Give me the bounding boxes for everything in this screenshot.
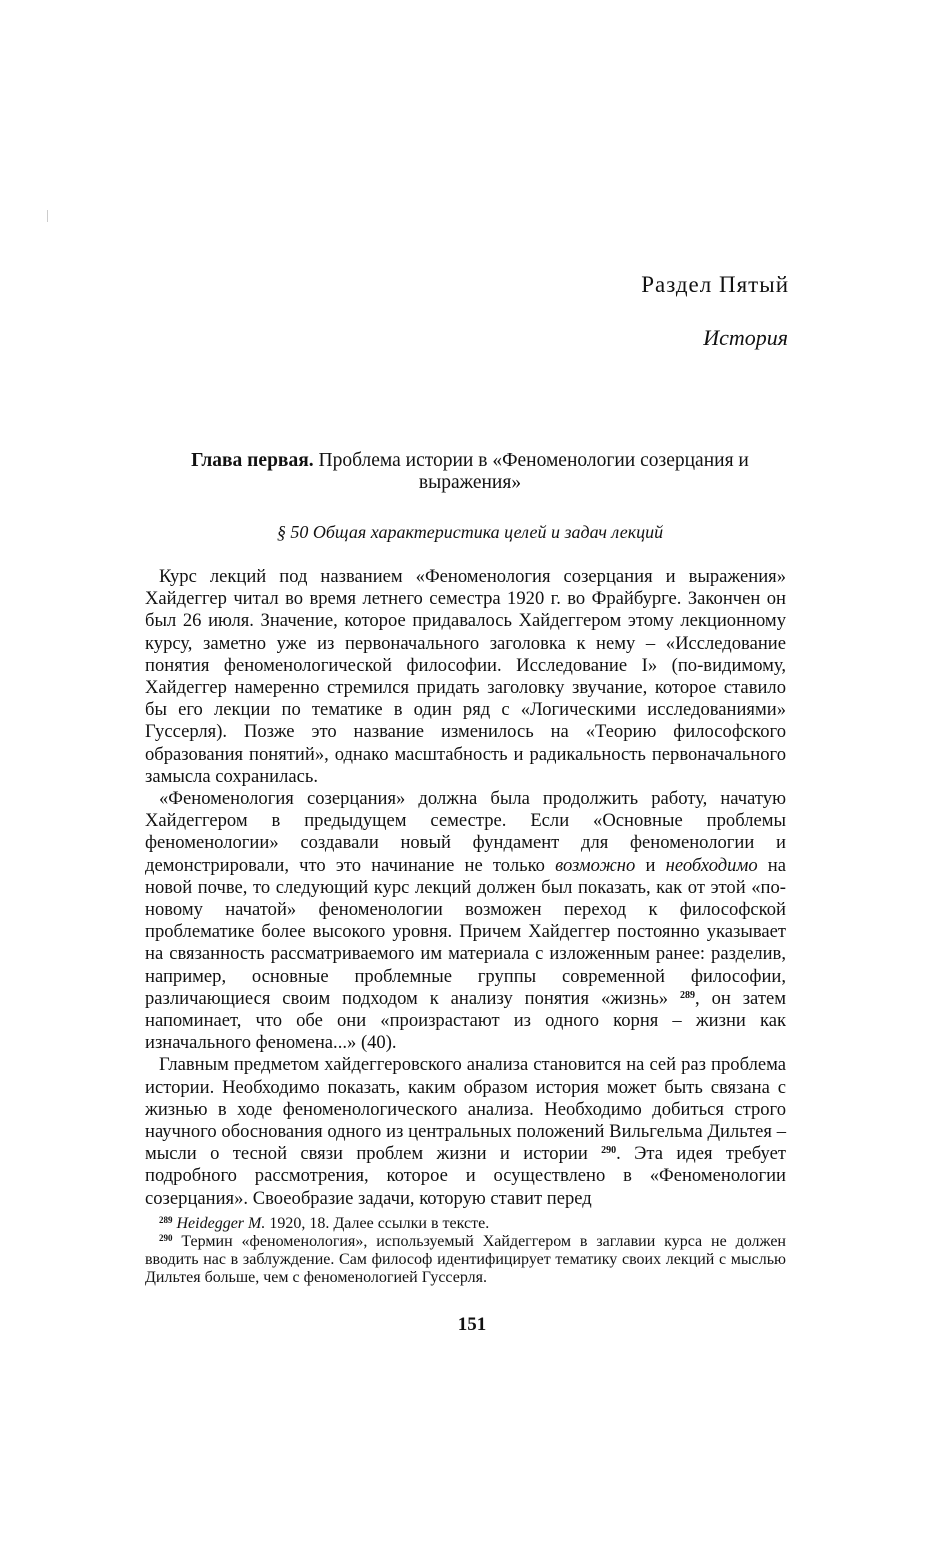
paragraph-heading: § 50 Общая характеристика целей и задач лекций (276, 522, 664, 542)
chapter-label: Глава первая. (191, 450, 314, 471)
text-run: , он затем напоминает, что обе они «произрастают из одного корня – жизни как изначального феномена...» (40). (145, 987, 786, 1054)
footnote-290 (145, 1233, 786, 1287)
main-text (145, 566, 786, 1210)
footnote-ref-290[interactable]: 290 (601, 1145, 617, 1157)
body-paragraph-2 (145, 788, 786, 1054)
italic-word: необходимо (665, 854, 758, 876)
body-paragraph-1: Курс лекций под названием «Феноменология созерцания и выражения» Хайдеггер читал во время летнего семестра 1920 г. во Фрайбурге. Закончен он был 26 июля. Значение, которое придавалось Хайдеггером этому лекционному курсу, заметно уже из первоначального заголовка к нему – «Исследование понятия феноменологической философии. Исследование I» (по-видимому, Хайдеггер намеренно стремился придать заголовку звучание, которое ставило бы его лекции по тематике в один ряд с «Логическими исследованиями» Гуссерля). Позже это название изменилось на «Теорию философского образования понятий», однако масштабность и радикальность первоначального замысла сохранилась. (145, 566, 786, 787)
italic-word: возможно (555, 854, 636, 876)
text-run: «Феноменология созерцания» должна была продолжить работу, начатую Хайдеггером в предыдущем семестре. Если «Основные проблемы феноменологии» создавали новый фундамент для феноменологии и демонстрировали, что это начинание не только (145, 788, 786, 876)
footnote-number: 289 (159, 1215, 173, 1225)
footnote-number: 290 (159, 1233, 173, 1243)
chapter-title: Проблема истории в «Феноменологии созерцания и выражения» (313, 450, 749, 493)
chapter-heading (145, 450, 795, 494)
footnote-289 (145, 1215, 786, 1233)
footnote-text: Термин «феноменология», используемый Хайдеггером в заглавии курса не должен вводить нас в заблуждение. Сам философ идентифицирует тематику своих лекций с мыслью Дильтея больше, чем с феноменологией Гуссерля. (145, 1233, 786, 1286)
text-run: на новой почве, то следующий курс лекций должен был показать, как от этой «по-новому начатой» феноменологии возможен переход к философской проблематике более высокого уровня. Причем Хайдеггер постоянно указывает на связанность рассматриваемого им материала с изложенным ранее: разделив, например, основные проблемные группы современной философии, различающиеся своим подходом к анализу понятия «жизнь» (145, 854, 787, 1009)
footnote-author: Heidegger M. (176, 1215, 266, 1232)
text-run: Главным предметом хайдеггеровского анализа становится на сей раз проблема истории. Необходимо показать, каким образом история может быть связана с жизнью в ходе феноменологического анализа. Необходимо добиться строго научного обоснования одного из центральных положений Вильгельма Дильтея – мысли о тесной связи проблем жизни и истории (145, 1054, 786, 1165)
footnotes (145, 1215, 786, 1287)
section-title: Раздел Пятый (641, 272, 789, 297)
text-run: и (635, 854, 666, 876)
footnote-text: 1920, 18. Далее ссылки в тексте. (265, 1215, 490, 1232)
text-run: . Эта идея требует подробного рассмотрения, которое и осуществлено в «Феноменологии созерцания». Своеобразие задачи, которую ставит перед (145, 1143, 786, 1209)
body-paragraph-3 (145, 1054, 786, 1209)
margin-mark (47, 210, 48, 222)
section-subtitle: История (703, 325, 788, 350)
footnote-ref-289[interactable]: 289 (680, 989, 696, 1001)
page-number: 151 (457, 1314, 487, 1335)
